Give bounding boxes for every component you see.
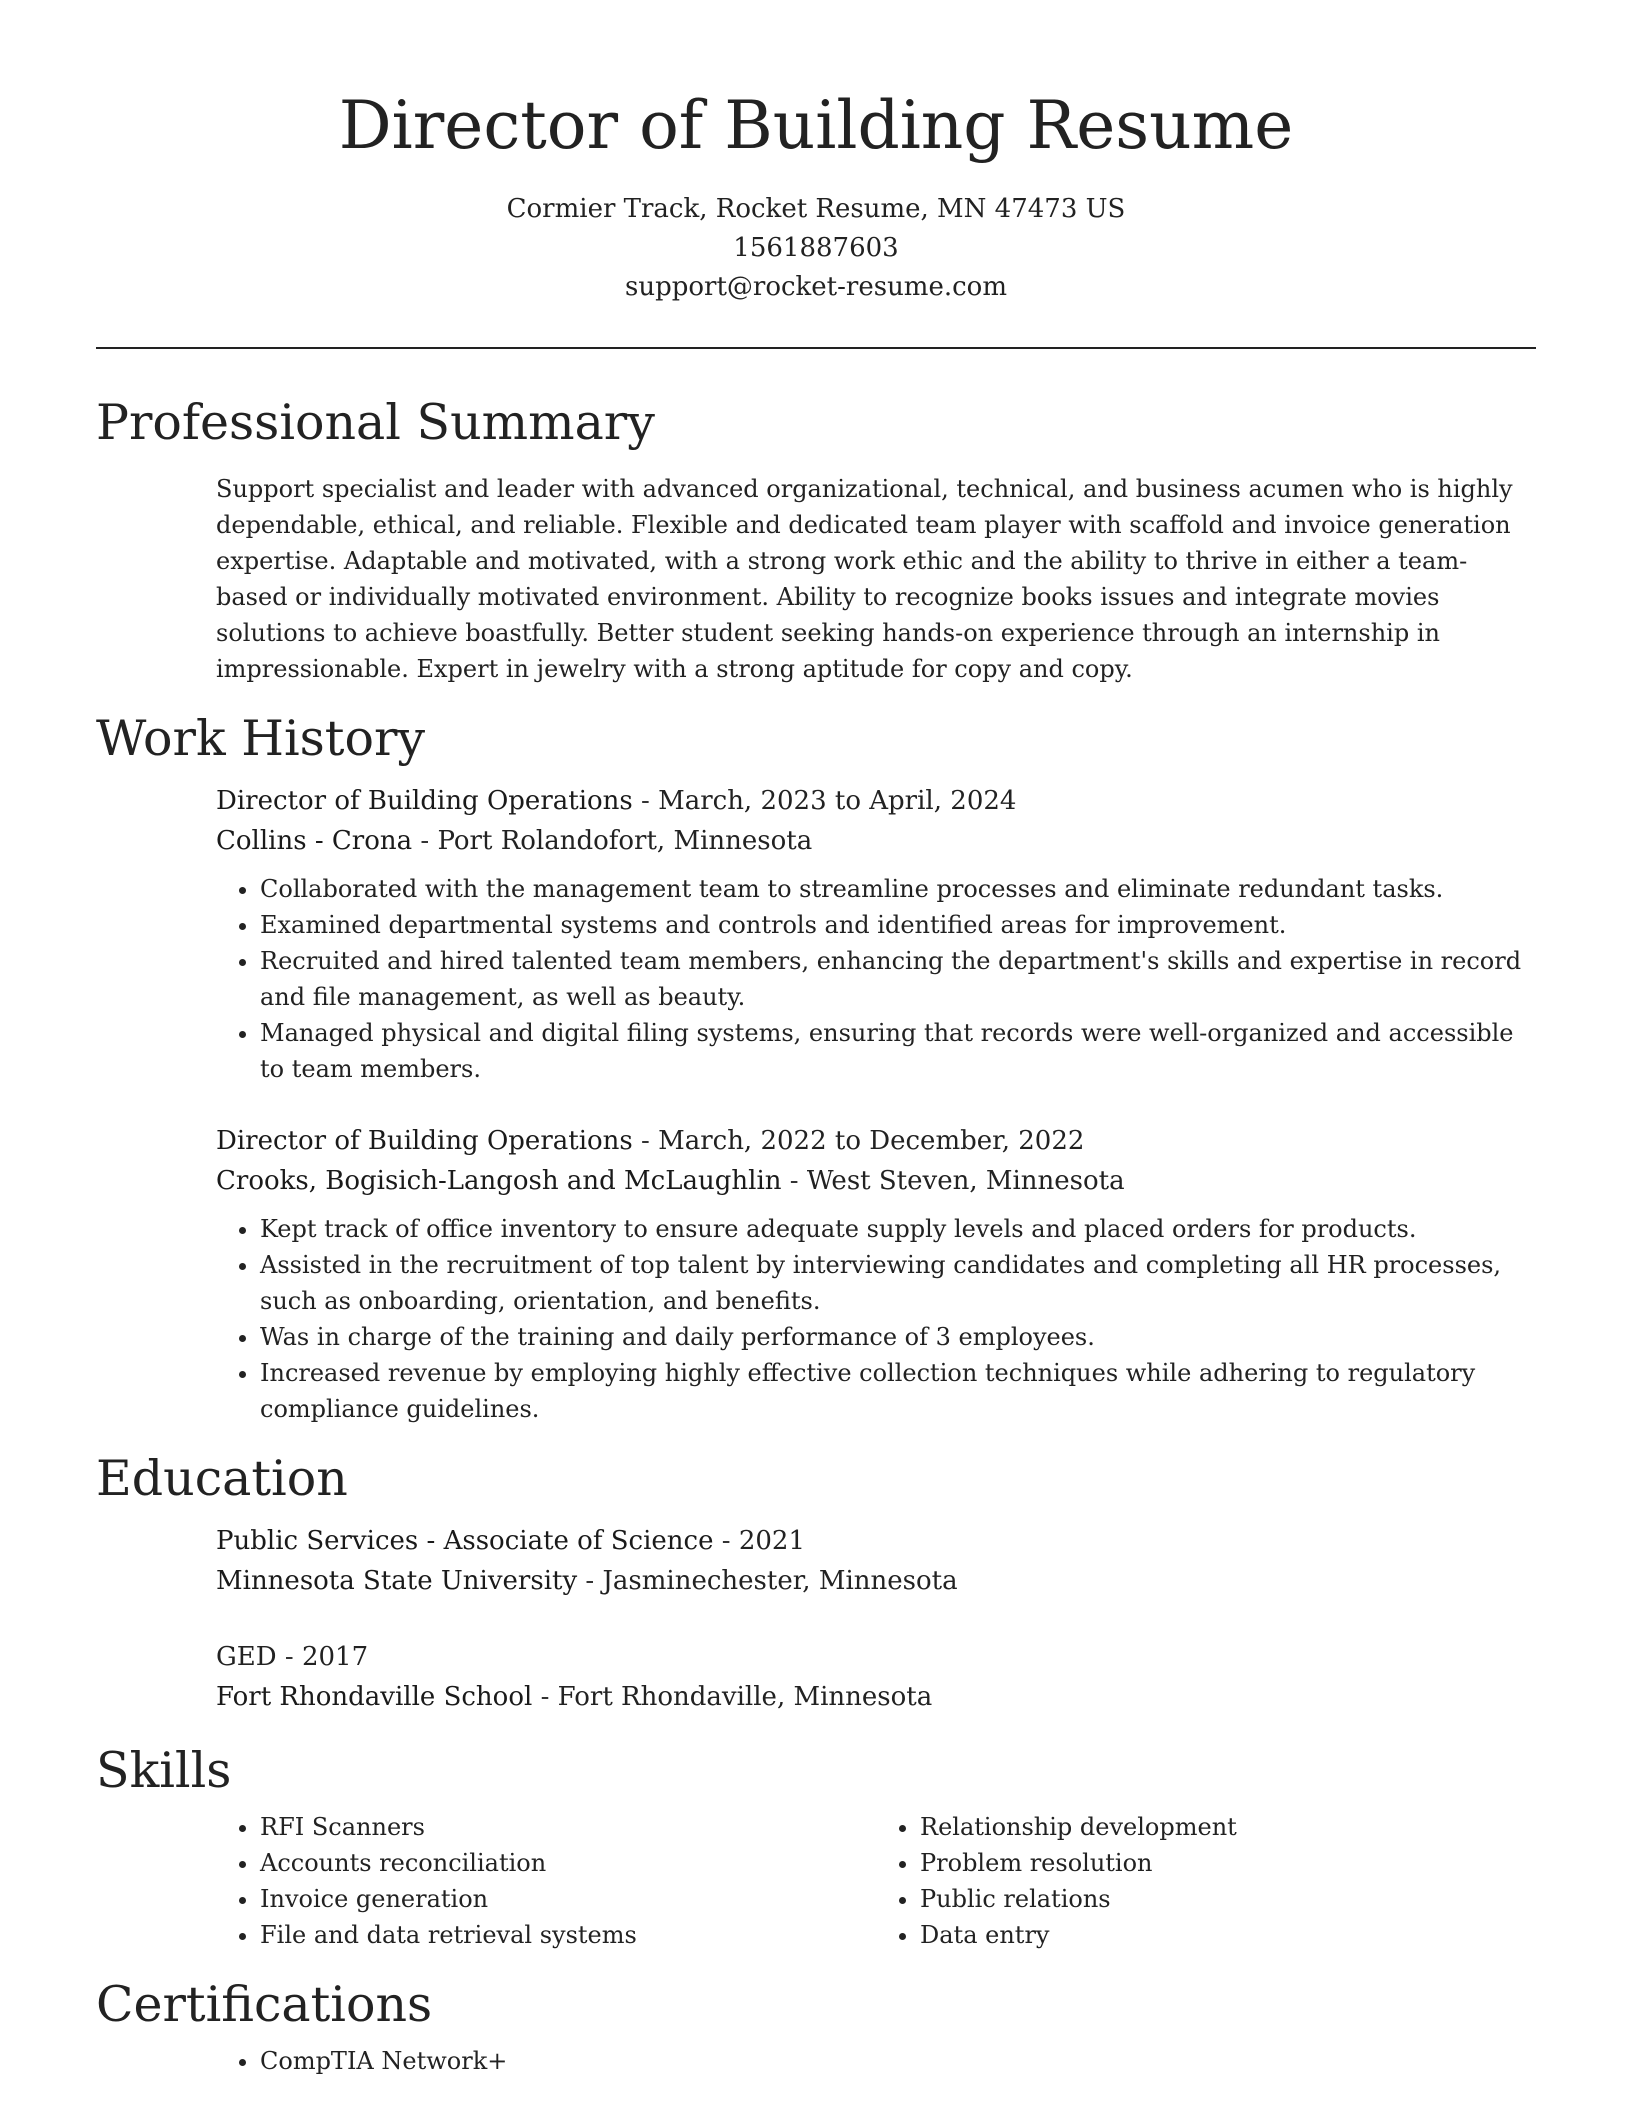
list-item: • Problem resolution (920, 1845, 1536, 1881)
job-entry (216, 1121, 1536, 1427)
resume-header (96, 0, 1536, 307)
header-divider (96, 347, 1536, 349)
list-item: • Increased revenue by employing highly effective collection techniques while adhering to regulatory compliance guidelines. (260, 1355, 1536, 1427)
contact-email: support@rocket-resume.com (624, 272, 1007, 302)
education-entry (216, 1521, 1536, 1601)
job-dates: March, 2022 to December, 2022 (658, 1126, 1085, 1156)
job-bullets (216, 871, 1536, 1087)
job-title: Director of Building Operations (216, 1126, 633, 1156)
job-title: Director of Building Operations (216, 786, 633, 816)
job-company: Collins - Crona (216, 826, 413, 856)
work-history-body (216, 781, 1536, 1427)
list-item: • Managed physical and digital filing systems, ensuring that records were well-organized and accessible to team members. (260, 1015, 1536, 1087)
job-company-line: Collins - Crona - Port Rolandofort, Minnesota (216, 826, 813, 856)
list-item: • Data entry (920, 1917, 1536, 1953)
certifications-list (216, 2043, 1536, 2079)
degree-line: Public Services - Associate of Science - 2021 (216, 1526, 805, 1556)
certifications-section (96, 1975, 1536, 2079)
work-history-heading: Work History (96, 710, 426, 767)
skills-body (216, 1809, 1536, 1953)
job-company: Crooks, Bogisich-Langosh and McLaughlin (216, 1166, 782, 1196)
education-heading: Education (96, 1450, 348, 1507)
resume-page (96, 0, 1536, 2079)
list-item: • File and data retrieval systems (260, 1917, 876, 1953)
degree: GED (216, 1642, 277, 1672)
education-entry (216, 1637, 1536, 1717)
job-dates: March, 2023 to April, 2024 (658, 786, 1017, 816)
graduation-year: 2017 (301, 1642, 369, 1672)
school-name: Fort Rhondaville School (216, 1682, 533, 1712)
certifications-heading: Certifications (96, 1976, 433, 2033)
certifications-body (216, 2043, 1536, 2079)
school-line: Fort Rhondaville School - Fort Rhondaville, Minnesota (216, 1682, 933, 1712)
contact-address: Cormier Track, Rocket Resume, MN 47473 US (506, 194, 1126, 224)
list-item: • Collaborated with the management team to streamline processes and eliminate redundant tasks. (260, 871, 1536, 907)
contact-block (96, 190, 1536, 307)
skills-heading: Skills (96, 1742, 232, 1799)
job-title-line: Director of Building Operations - March, 2022 to December, 2022 (216, 1126, 1085, 1156)
list-item: • Assisted in the recruitment of top talent by interviewing candidates and completing all HR processes, such as onboarding, orientation, and benefits. (260, 1247, 1536, 1319)
job-location: Port Rolandofort, Minnesota (437, 826, 813, 856)
job-company-line: Crooks, Bogisich-Langosh and McLaughlin - West Steven, Minnesota (216, 1166, 1125, 1196)
list-item: • Public relations (920, 1881, 1536, 1917)
list-item: • Accounts reconciliation (260, 1845, 876, 1881)
skills-section (96, 1741, 1536, 1953)
education-body (216, 1521, 1536, 1717)
degree: Public Services - Associate of Science (216, 1526, 714, 1556)
education-section (96, 1449, 1536, 1717)
list-item: • CompTIA Network+ (260, 2043, 1536, 2079)
skills-list-right (876, 1809, 1536, 1953)
list-item: • Was in charge of the training and daily performance of 3 employees. (260, 1319, 1536, 1355)
summary-heading: Professional Summary (96, 394, 655, 451)
graduation-year: 2021 (738, 1526, 805, 1556)
summary-body (216, 471, 1536, 687)
school-line: Minnesota State University - Jasminechester, Minnesota (216, 1566, 958, 1596)
school-location: Fort Rhondaville, Minnesota (557, 1682, 933, 1712)
list-item: • Kept track of office inventory to ensure adequate supply levels and placed orders for products. (260, 1211, 1536, 1247)
school-location: Jasminechester, Minnesota (602, 1566, 958, 1596)
skills-list-left (216, 1809, 876, 1953)
job-bullets (216, 1211, 1536, 1427)
job-title-line: Director of Building Operations - March, 2023 to April, 2024 (216, 786, 1017, 816)
degree-line: GED - 2017 (216, 1642, 369, 1672)
contact-phone: 1561887603 (733, 233, 899, 263)
list-item: • RFI Scanners (260, 1809, 876, 1845)
page-title: Director of Building Resume (338, 87, 1294, 164)
summary-text: Support specialist and leader with advanced organizational, technical, and business acumen who is highly dependable, ethical, and reliable. Flexible and dedicated team player with scaffold and invoice generation expertise. Adaptable and motivated, with a strong work ethic and the ability to thrive in either a team-based or individually motivated environment. Ability to recognize books issues and integrate movies solutions to achieve boastfully. Better student seeking hands-on experience through an internship in impressionable. Expert in jewelry with a strong aptitude for copy and copy. (216, 475, 1513, 683)
school-name: Minnesota State University (216, 1566, 578, 1596)
job-entry (216, 781, 1536, 1087)
list-item: • Invoice generation (260, 1881, 876, 1917)
summary-section (96, 393, 1536, 687)
job-location: West Steven, Minnesota (806, 1166, 1125, 1196)
list-item: • Examined departmental systems and controls and identified areas for improvement. (260, 907, 1536, 943)
list-item: • Recruited and hired talented team members, enhancing the department's skills and expertise in record and file management, as well as beauty. (260, 943, 1536, 1015)
work-history-section (96, 709, 1536, 1427)
list-item: • Relationship development (920, 1809, 1536, 1845)
